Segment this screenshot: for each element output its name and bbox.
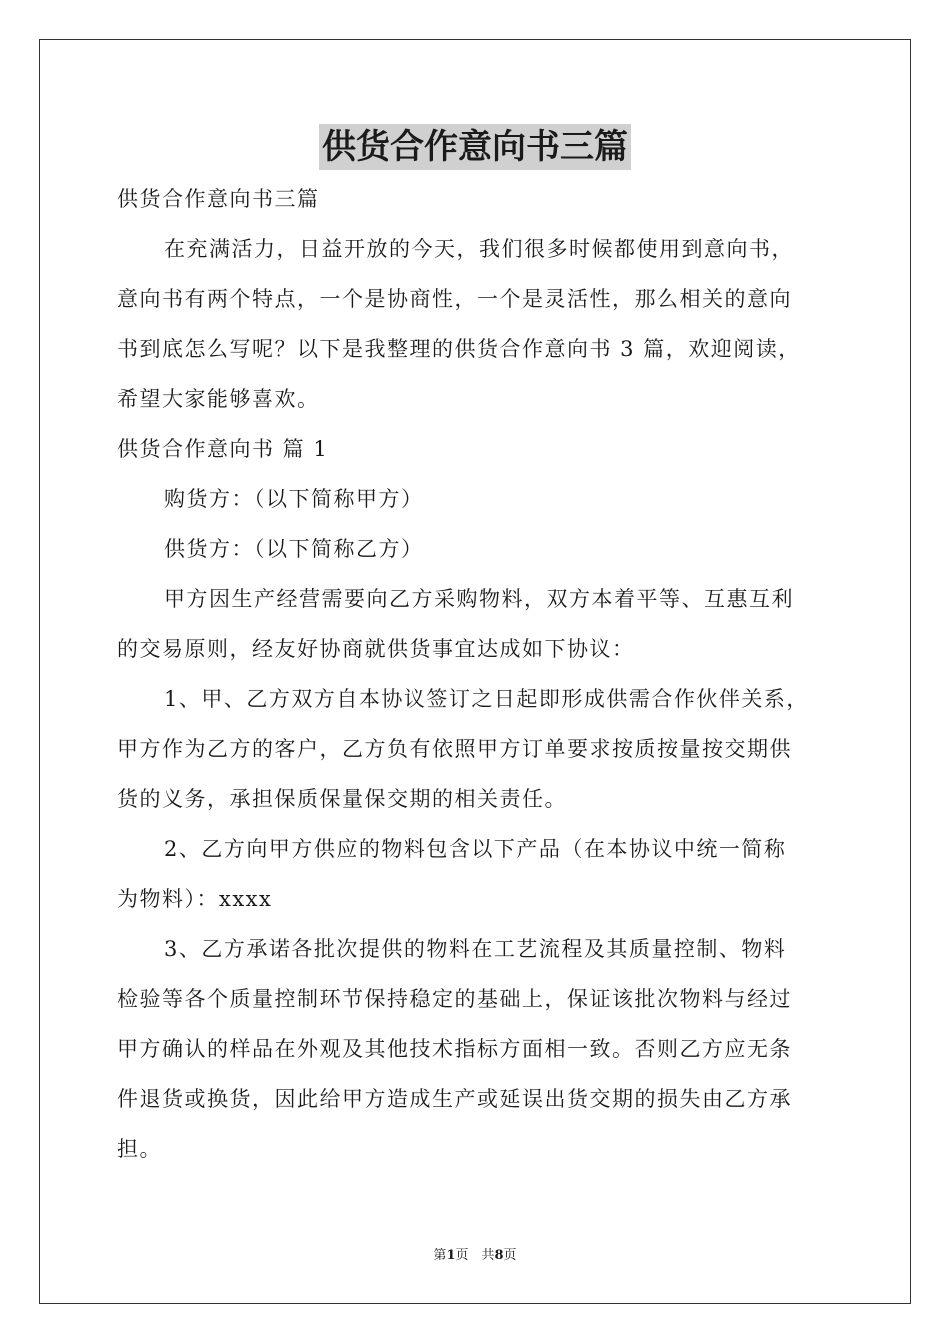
text-line: 供货合作意向书 篇 1	[117, 437, 329, 461]
text-line: 2、乙方向甲方供应的物料包含以下产品（在本协议中统一简称	[164, 837, 787, 861]
text-line: 书到底怎么写呢？以下是我整理的供货合作意向书 3 篇，欢迎阅读，	[117, 337, 801, 361]
document-body	[117, 174, 837, 1174]
title-container	[0, 124, 950, 170]
text-line: 供货合作意向书三篇	[117, 187, 320, 211]
text-line: 为物料）：xxxx	[117, 887, 273, 911]
document-title: 供货合作意向书三篇	[319, 124, 631, 170]
text-line: 担。	[117, 1137, 162, 1161]
footer-mid: 页 共	[455, 1248, 495, 1263]
text-line: 件退货或换货，因此给甲方造成生产或延误出货交期的损失由乙方承	[117, 1087, 792, 1111]
footer-total-pages: 8	[494, 1248, 504, 1263]
text-line: 购货方：（以下简称甲方）	[164, 487, 424, 511]
footer-current-page: 1	[446, 1248, 456, 1263]
text-line: 甲方因生产经营需要向乙方采购物料，双方本着平等、互惠互利	[164, 587, 794, 611]
text-line: 检验等各个质量控制环节保持稳定的基础上，保证该批次物料与经过	[117, 987, 792, 1011]
text-line: 意向书有两个特点，一个是协商性，一个是灵活性，那么相关的意向	[117, 287, 792, 311]
text-line: 甲方作为乙方的客户，乙方负有依照甲方订单要求按质按量按交期供	[117, 737, 792, 761]
text-line: 在充满活力，日益开放的今天，我们很多时候都使用到意向书，	[164, 237, 794, 261]
page-footer	[0, 1246, 950, 1266]
text-line: 1、甲、乙方双方自本协议签订之日起即形成供需合作伙伴关系，	[164, 687, 809, 711]
footer-prefix: 第	[433, 1248, 447, 1263]
text-line: 货的义务，承担保质保量保交期的相关责任。	[117, 787, 567, 811]
text-line: 的交易原则，经友好协商就供货事宜达成如下协议：	[117, 637, 635, 661]
footer-suffix: 页	[503, 1248, 517, 1263]
text-line: 3、乙方承诺各批次提供的物料在工艺流程及其质量控制、物料	[164, 937, 787, 961]
text-line: 甲方确认的样品在外观及其他技术指标方面相一致。否则乙方应无条	[117, 1037, 792, 1061]
text-line: 供货方：（以下简称乙方）	[164, 537, 424, 561]
text-line: 希望大家能够喜欢。	[117, 387, 320, 411]
